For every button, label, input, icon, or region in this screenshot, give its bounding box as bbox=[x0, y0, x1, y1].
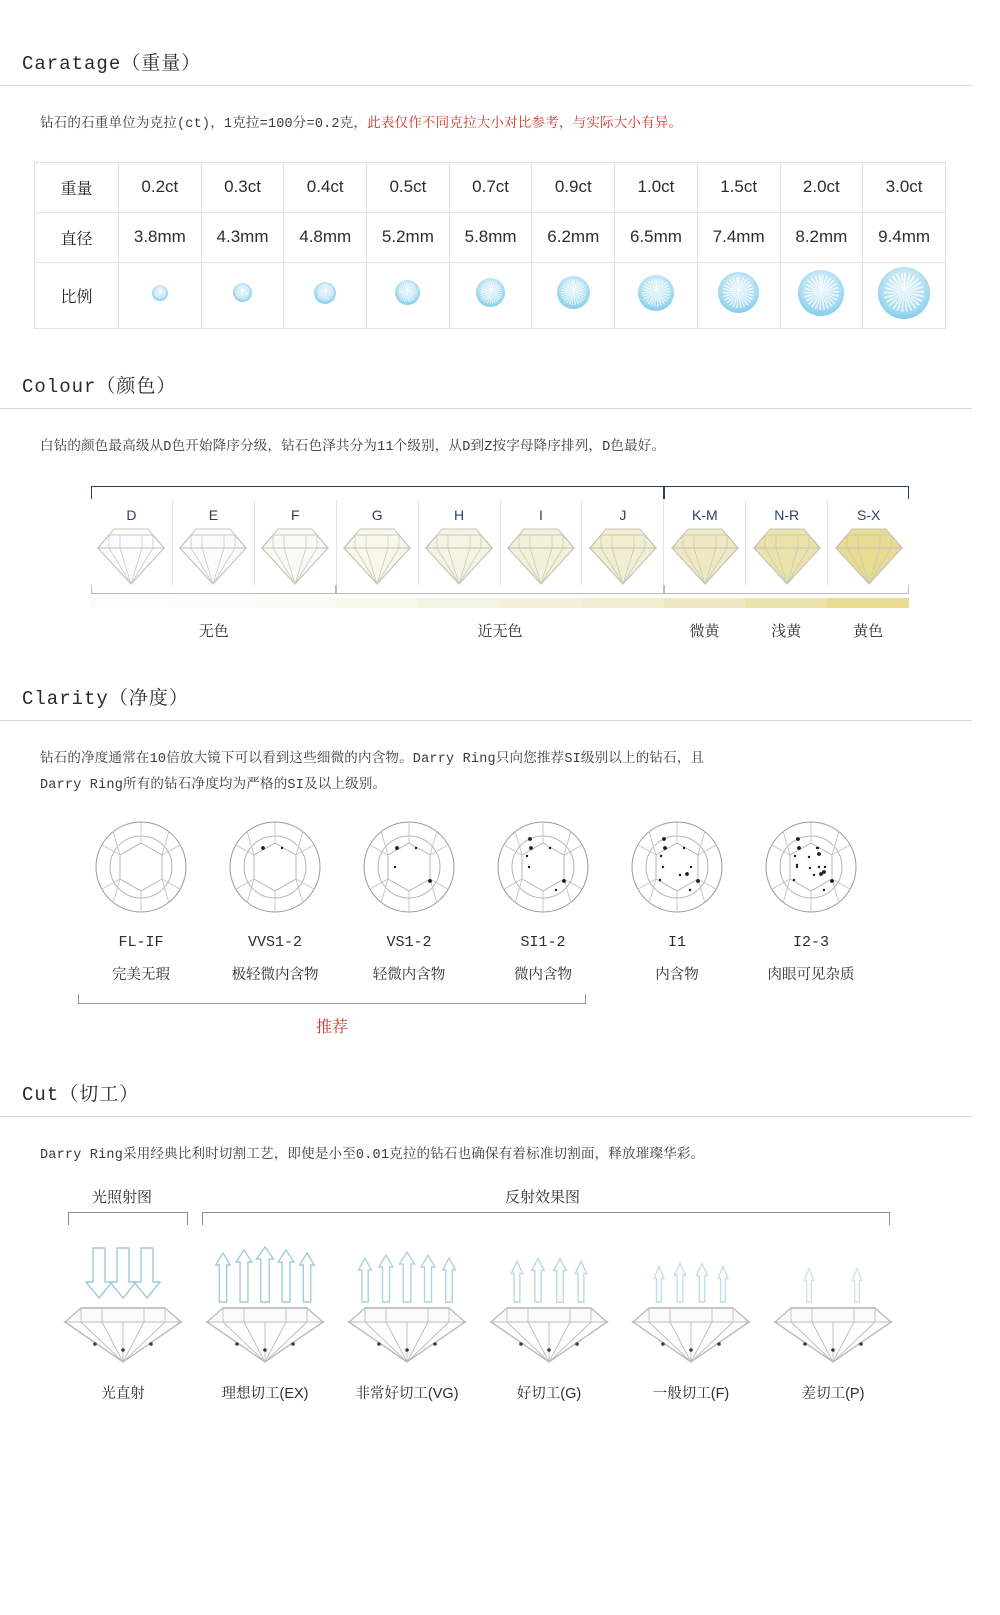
cut-diagram-wrap bbox=[0, 1168, 1000, 1403]
cut-diagram-icon bbox=[481, 1242, 617, 1368]
cut-grade-row bbox=[0, 1242, 1000, 1403]
colour-group-label: 黄色 bbox=[853, 623, 884, 641]
colour-grade-diamond bbox=[91, 527, 172, 585]
cut-bracket-left bbox=[68, 1212, 188, 1225]
diamond-icon bbox=[424, 527, 494, 585]
clarity-diamond-icon bbox=[91, 817, 191, 917]
diamond-icon bbox=[395, 280, 420, 305]
carat-gem-cell bbox=[532, 262, 615, 328]
clarity-grade-desc: 内含物 bbox=[655, 966, 699, 983]
carat-gem-cell bbox=[449, 262, 532, 328]
colour-grade-row bbox=[91, 500, 909, 585]
colour-tint-segment bbox=[173, 598, 255, 608]
colour-grade-item bbox=[746, 500, 828, 585]
cut-bracket-right bbox=[202, 1212, 890, 1225]
colour-grade-diamond bbox=[746, 527, 827, 585]
caratage-description bbox=[0, 86, 1000, 138]
clarity-description-line1: 钻石的净度通常在10倍放大镜下可以看到这些细微的内含物。Darry Ring只向您推荐SI级别以上的钻石，且 bbox=[40, 752, 705, 768]
colour-bottom-brackets bbox=[91, 585, 909, 594]
clarity-grade-item bbox=[342, 817, 476, 984]
colour-grade-label: E bbox=[208, 507, 219, 524]
clarity-grid-wrap bbox=[0, 799, 1000, 1037]
cut-diagram-icon bbox=[765, 1242, 901, 1368]
colour-group-label: 浅黄 bbox=[771, 623, 802, 641]
section-title-clarity: Clarity（净度） bbox=[22, 688, 189, 711]
diamond-icon bbox=[670, 527, 740, 585]
clarity-grade-desc: 微内含物 bbox=[514, 966, 572, 983]
cut-grade-item bbox=[762, 1242, 904, 1403]
carat-table-row bbox=[35, 262, 946, 328]
colour-scale-wrap bbox=[0, 460, 1000, 641]
colour-grade-item bbox=[582, 500, 664, 585]
colour-grade-label: J bbox=[619, 507, 627, 524]
section-clarity bbox=[0, 641, 1000, 1036]
clarity-grade-desc: 轻微内含物 bbox=[372, 966, 446, 983]
clarity-grade-desc: 极轻微内含物 bbox=[231, 966, 319, 983]
carat-weight-cell: 1.5ct bbox=[697, 162, 780, 212]
diamond-icon bbox=[342, 527, 412, 585]
carat-weight-cell: 0.4ct bbox=[284, 162, 367, 212]
clarity-grade-item bbox=[610, 817, 744, 984]
carat-diameter-cell: 7.4mm bbox=[697, 212, 780, 262]
section-caratage bbox=[0, 0, 1000, 329]
colour-description: 白钻的颜色最高级从D色开始降序分级，钻石色泽共分为11个级别，从D到Z按字母降序排列，D色最好。 bbox=[40, 439, 666, 455]
section-title-caratage: Caratage（重量） bbox=[22, 53, 202, 75]
carat-gem-cell bbox=[201, 262, 284, 328]
carat-table-row bbox=[35, 212, 946, 262]
colour-top-brackets bbox=[91, 486, 909, 500]
colour-group-label: 无色 bbox=[198, 623, 229, 641]
carat-weight-cell: 0.3ct bbox=[201, 162, 284, 212]
colour-grade-label: D bbox=[126, 507, 137, 524]
colour-grade-label: H bbox=[454, 507, 465, 524]
diamond-icon bbox=[718, 272, 759, 313]
diamond-icon bbox=[152, 285, 168, 301]
cut-grade-label: 好切工(G) bbox=[516, 1386, 582, 1403]
colour-grade-label: G bbox=[371, 507, 383, 524]
colour-group-label: 微黄 bbox=[689, 623, 720, 641]
clarity-grade-item bbox=[744, 817, 878, 984]
colour-bottom-bracket-segment bbox=[336, 585, 663, 594]
section-cut bbox=[0, 1037, 1000, 1404]
clarity-grade-name: VVS1-2 bbox=[247, 933, 302, 951]
clarity-recommend-label: 推荐 bbox=[315, 1018, 348, 1036]
colour-tint-segment bbox=[255, 598, 337, 608]
carat-weight-cell: 1.0ct bbox=[615, 162, 698, 212]
carat-diameter-cell: 9.4mm bbox=[863, 212, 946, 262]
colour-scale bbox=[91, 486, 909, 641]
colour-group-labels bbox=[91, 620, 909, 641]
cut-description: Darry Ring采用经典比利时切割工艺，即使是小至0.01克拉的钻石也确保有着标准切割面，释放璀璨华彩。 bbox=[40, 1147, 705, 1163]
section-title-cut: Cut（切工） bbox=[22, 1083, 140, 1106]
diamond-icon bbox=[834, 527, 904, 585]
colour-tint-segment bbox=[582, 598, 664, 608]
section-header-clarity bbox=[0, 683, 972, 721]
cut-grade-item bbox=[620, 1242, 762, 1403]
clarity-grade-desc: 完美无瑕 bbox=[112, 966, 170, 983]
clarity-grade-name: I1 bbox=[667, 933, 686, 951]
colour-grade-item bbox=[91, 500, 173, 585]
carat-diameter-cell: 6.5mm bbox=[615, 212, 698, 262]
cut-grade-label: 理想切工(EX) bbox=[221, 1386, 309, 1403]
colour-grade-item bbox=[828, 500, 909, 585]
cut-heading-left: 光照射图 bbox=[92, 1189, 153, 1207]
cut-diagram-icon bbox=[623, 1242, 759, 1368]
colour-grade-diamond bbox=[419, 527, 500, 585]
diamond-icon bbox=[557, 276, 590, 309]
colour-grade-label: N-R bbox=[774, 507, 800, 524]
colour-grade-diamond bbox=[582, 527, 663, 585]
carat-row-label: 重量 bbox=[35, 162, 119, 212]
diamond-icon bbox=[260, 527, 330, 585]
colour-grade-diamond bbox=[828, 527, 909, 585]
colour-tint-bar bbox=[91, 598, 909, 608]
cut-grade-item bbox=[478, 1242, 620, 1403]
caratage-description-highlight: 此表仅作不同克拉大小对比参考，与实际大小有异。 bbox=[367, 117, 683, 132]
colour-grade-diamond bbox=[501, 527, 582, 585]
colour-bottom-bracket-segment bbox=[664, 585, 909, 594]
cut-grade-label: 差切工(P) bbox=[801, 1386, 865, 1403]
colour-grade-label: I bbox=[539, 507, 543, 524]
cut-grade-label: 一般切工(F) bbox=[652, 1386, 730, 1403]
colour-group-label: 近无色 bbox=[477, 623, 523, 641]
colour-grade-item bbox=[501, 500, 583, 585]
carat-diameter-cell: 6.2mm bbox=[532, 212, 615, 262]
section-title-colour: Colour（颜色） bbox=[22, 375, 177, 398]
carat-row-label: 比例 bbox=[35, 262, 119, 328]
carat-diameter-cell: 4.8mm bbox=[284, 212, 367, 262]
colour-grade-label: F bbox=[290, 507, 300, 524]
cut-grade-item bbox=[52, 1242, 194, 1403]
diamond-icon bbox=[96, 527, 166, 585]
carat-diameter-cell: 8.2mm bbox=[780, 212, 863, 262]
colour-tint-segment bbox=[91, 598, 173, 608]
clarity-grade-desc: 肉眼可见杂质 bbox=[767, 966, 855, 983]
colour-bottom-bracket-segment bbox=[91, 585, 336, 594]
diamond-icon bbox=[752, 527, 822, 585]
clarity-grade-name: I2-3 bbox=[792, 933, 829, 951]
colour-tint-segment bbox=[745, 598, 827, 608]
colour-grade-diamond bbox=[664, 527, 745, 585]
carat-gem-cell bbox=[615, 262, 698, 328]
clarity-diamond-icon bbox=[225, 817, 325, 917]
carat-gem-cell bbox=[863, 262, 946, 328]
clarity-description-line2: Darry Ring所有的钻石净度均为严格的SI及以上级别。 bbox=[40, 777, 387, 793]
carat-table-wrap bbox=[0, 138, 1000, 329]
diamond-icon bbox=[314, 282, 336, 304]
clarity-grade-row bbox=[0, 817, 1000, 984]
cut-diagram-icon bbox=[197, 1242, 333, 1368]
colour-grade-label: K-M bbox=[691, 507, 718, 524]
carat-row-label: 直径 bbox=[35, 212, 119, 262]
carat-diameter-cell: 5.2mm bbox=[367, 212, 450, 262]
carat-comparison-table bbox=[34, 162, 946, 329]
carat-gem-cell bbox=[119, 262, 202, 328]
carat-gem-cell bbox=[367, 262, 450, 328]
cut-grade-item bbox=[336, 1242, 478, 1403]
clarity-description bbox=[0, 721, 1000, 798]
caratage-description-plain: 钻石的石重单位为克拉(ct)，1克拉=100分=0.2克， bbox=[40, 117, 368, 132]
clarity-diamond-icon bbox=[761, 817, 861, 917]
diamond-icon bbox=[233, 283, 252, 302]
colour-grade-item bbox=[255, 500, 337, 585]
carat-weight-cell: 0.5ct bbox=[367, 162, 450, 212]
colour-grade-item bbox=[419, 500, 501, 585]
carat-weight-cell: 3.0ct bbox=[863, 162, 946, 212]
diamond-icon bbox=[178, 527, 248, 585]
colour-grade-diamond bbox=[255, 527, 336, 585]
clarity-grade-item bbox=[476, 817, 610, 984]
diamond-icon bbox=[506, 527, 576, 585]
colour-grade-item bbox=[664, 500, 746, 585]
colour-top-bracket-segment bbox=[91, 486, 664, 499]
cut-diagram-icon bbox=[55, 1242, 191, 1368]
carat-weight-cell: 0.9ct bbox=[532, 162, 615, 212]
cut-grade-item bbox=[194, 1242, 336, 1403]
diamond-icon bbox=[878, 267, 930, 319]
clarity-diamond-icon bbox=[493, 817, 593, 917]
clarity-grade-name: FL-IF bbox=[118, 933, 164, 951]
colour-grade-diamond bbox=[337, 527, 418, 585]
carat-weight-cell: 2.0ct bbox=[780, 162, 863, 212]
section-header-cut bbox=[0, 1079, 972, 1117]
carat-weight-cell: 0.2ct bbox=[119, 162, 202, 212]
section-header-colour bbox=[0, 371, 972, 409]
carat-diameter-cell: 5.8mm bbox=[449, 212, 532, 262]
cut-grade-label: 非常好切工(VG) bbox=[355, 1386, 459, 1403]
colour-grade-item bbox=[337, 500, 419, 585]
diamond-icon bbox=[638, 275, 674, 311]
section-colour bbox=[0, 329, 1000, 642]
carat-gem-cell bbox=[697, 262, 780, 328]
colour-tint-segment bbox=[664, 598, 746, 608]
section-header-caratage bbox=[0, 48, 972, 86]
cut-headings bbox=[0, 1182, 1000, 1208]
cut-diagram-icon bbox=[339, 1242, 475, 1368]
cut-heading-right: 反射效果图 bbox=[505, 1189, 581, 1207]
colour-tint-segment bbox=[418, 598, 500, 608]
carat-diameter-cell: 4.3mm bbox=[201, 212, 284, 262]
cut-brackets bbox=[0, 1212, 1000, 1226]
diamond-icon bbox=[798, 270, 844, 316]
colour-grade-diamond bbox=[173, 527, 254, 585]
carat-weight-cell: 0.7ct bbox=[449, 162, 532, 212]
carat-gem-cell bbox=[284, 262, 367, 328]
diamond-icon bbox=[588, 527, 658, 585]
clarity-diamond-icon bbox=[359, 817, 459, 917]
colour-top-bracket-segment bbox=[664, 486, 909, 499]
diamond-icon bbox=[476, 278, 505, 307]
carat-gem-cell bbox=[780, 262, 863, 328]
colour-grade-item bbox=[173, 500, 255, 585]
colour-grade-label: S-X bbox=[856, 507, 881, 524]
clarity-recommend-bracket bbox=[78, 994, 586, 1004]
clarity-grade-name: VS1-2 bbox=[386, 933, 432, 951]
clarity-diamond-icon bbox=[627, 817, 727, 917]
clarity-grade-item bbox=[208, 817, 342, 984]
colour-tint-segment bbox=[827, 598, 909, 608]
cut-grade-label: 光直射 bbox=[101, 1386, 145, 1403]
colour-tint-segment bbox=[336, 598, 418, 608]
carat-table-row bbox=[35, 162, 946, 212]
clarity-grade-name: SI1-2 bbox=[520, 933, 566, 951]
colour-tint-segment bbox=[500, 598, 582, 608]
clarity-grade-item bbox=[74, 817, 208, 984]
carat-diameter-cell: 3.8mm bbox=[119, 212, 202, 262]
